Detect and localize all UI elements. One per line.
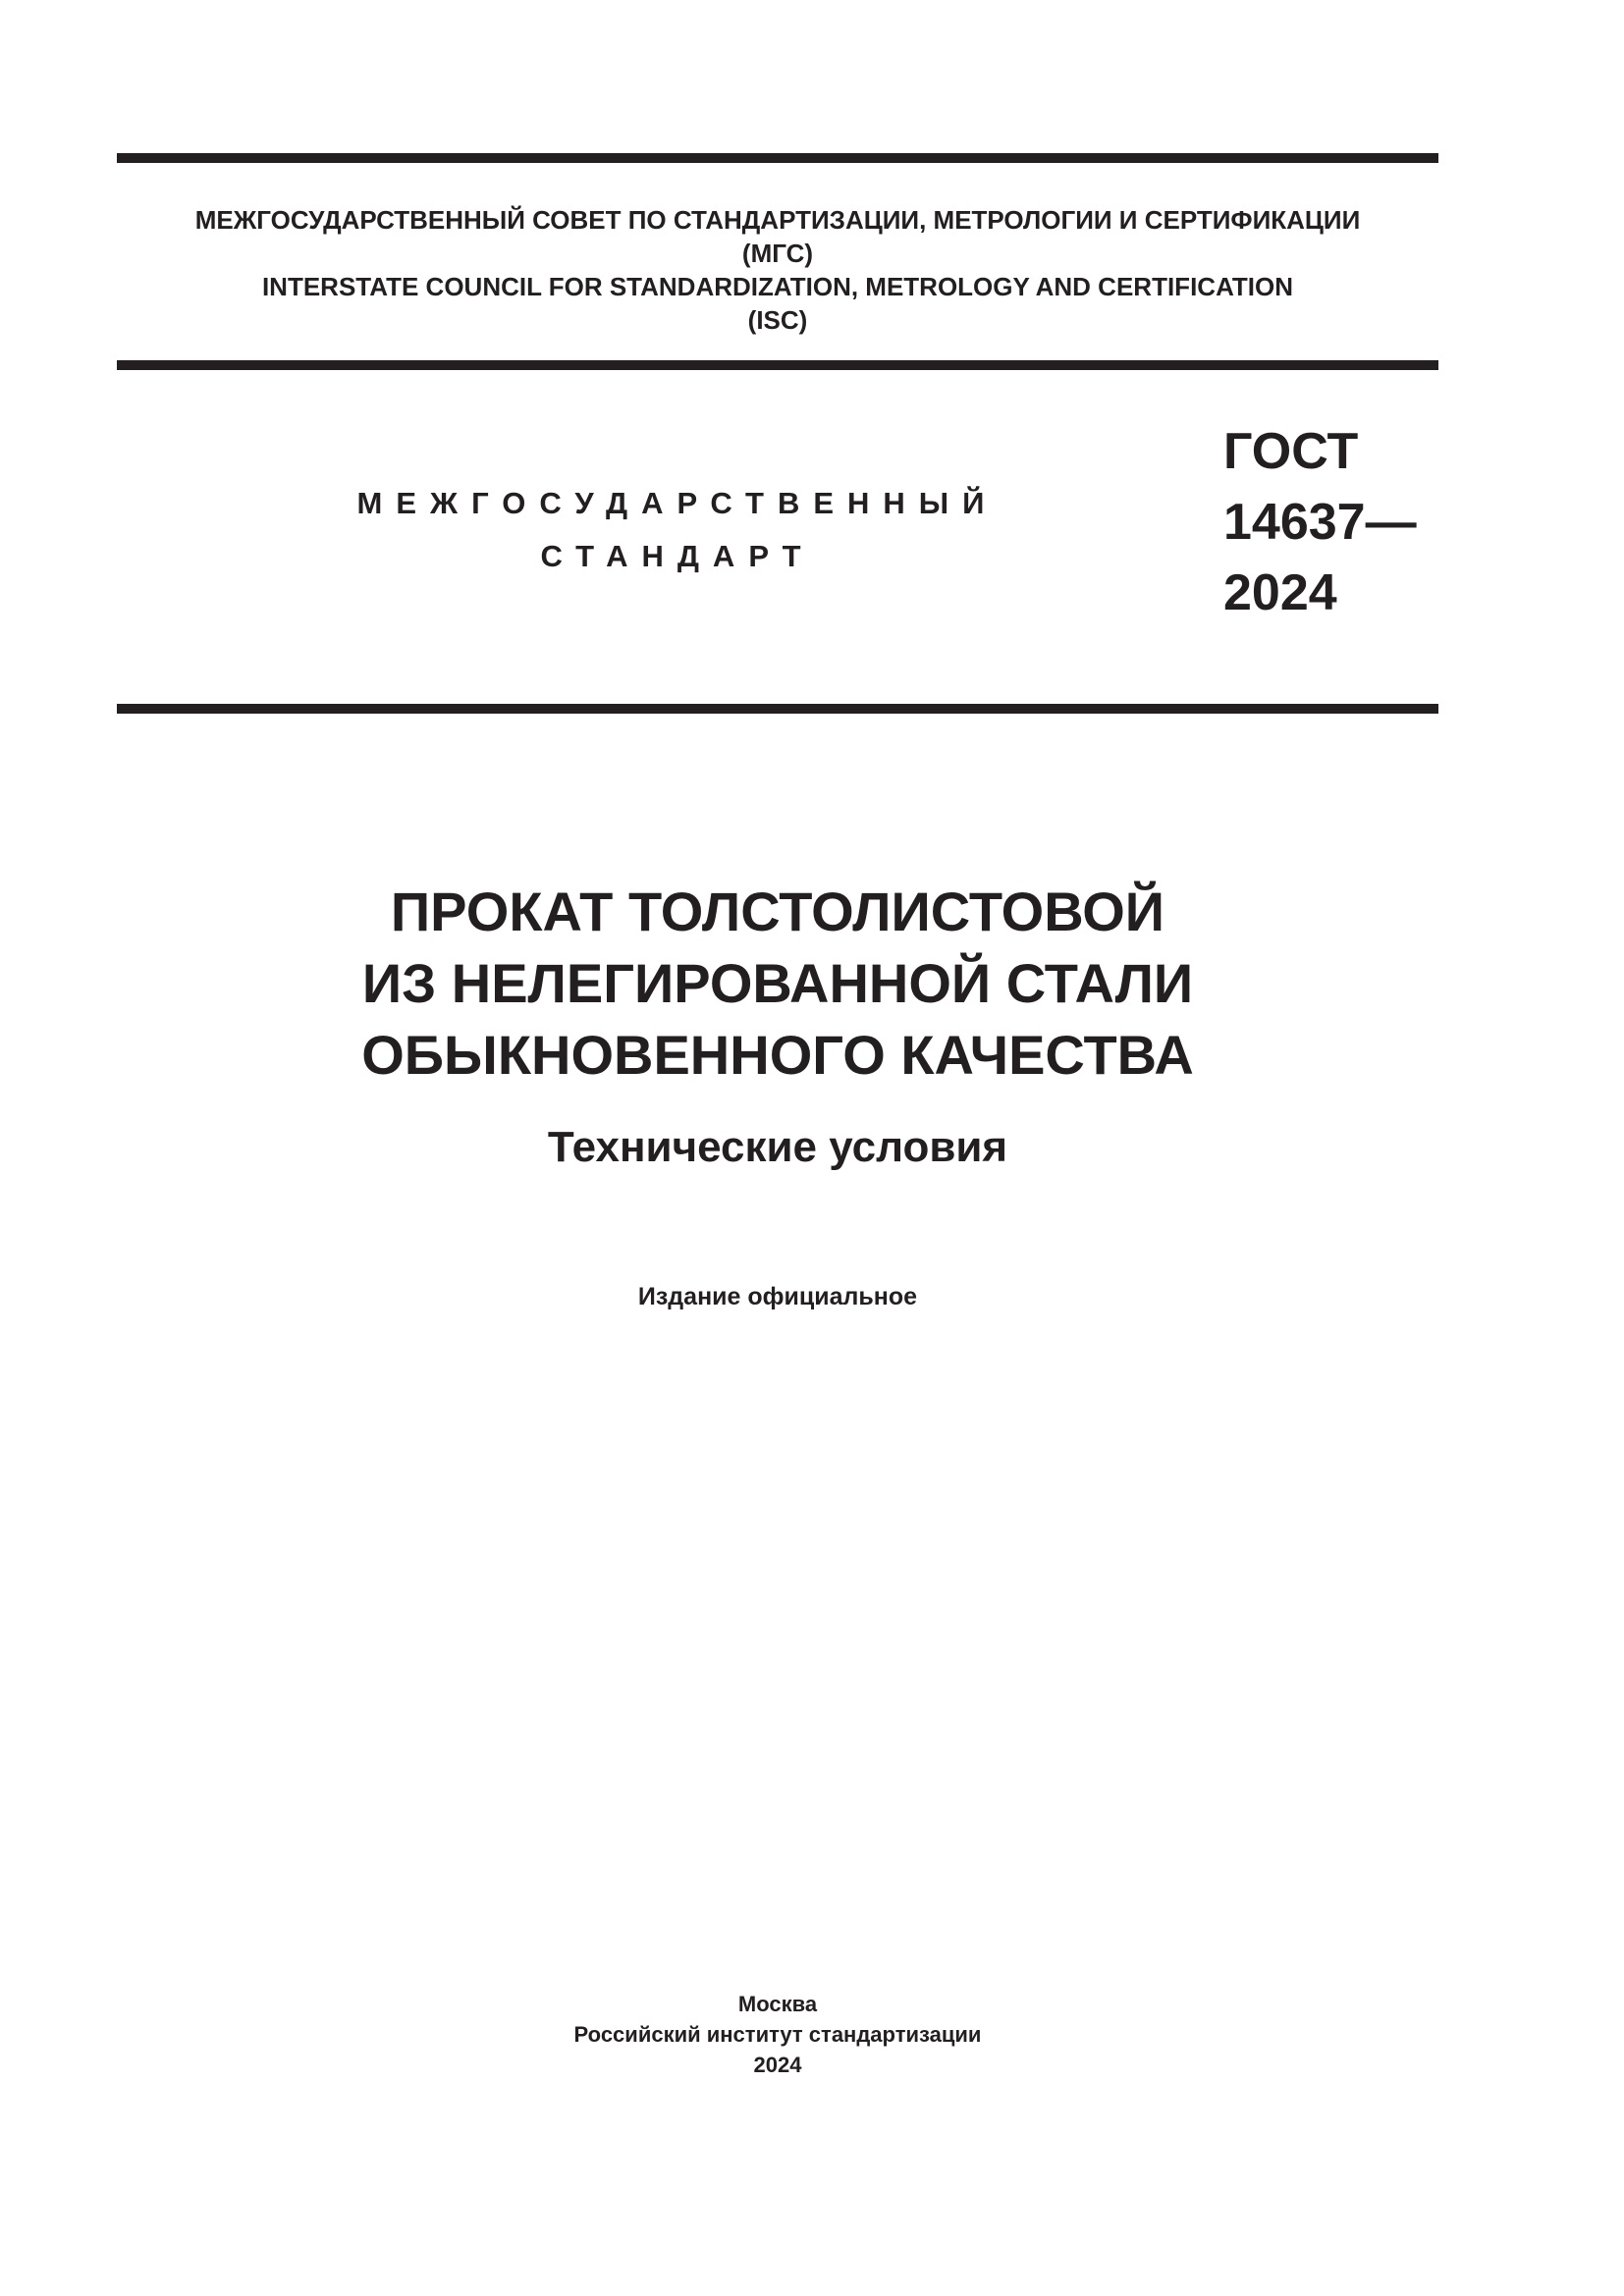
designation-year: 2024 (1223, 564, 1337, 621)
title-line1: ПРОКАТ ТОЛСТОЛИСТОВОЙ (390, 881, 1165, 942)
standard-type-line1: МЕЖГОСУДАРСТВЕННЫЙ (356, 486, 999, 520)
designation-prefix: ГОСТ (1223, 423, 1359, 480)
document-subtitle: Технические условия (547, 1123, 1008, 1171)
designation-bottom-rule (117, 704, 1438, 714)
standard-designation (1223, 416, 1417, 628)
imprint (117, 1989, 1438, 2080)
title-line2: ИЗ НЕЛЕГИРОВАННОЙ СТАЛИ (361, 952, 1194, 1014)
standard-type-line2: СТАНДАРТ (540, 539, 815, 573)
council-name-ru: МЕЖГОСУДАРСТВЕННЫЙ СОВЕТ ПО СТАНДАРТИЗАЦИИ, МЕТРОЛОГИИ И СЕРТИФИКАЦИИ (194, 205, 1361, 235)
imprint-year: 2024 (753, 2053, 802, 2077)
imprint-publisher: Российский институт стандартизации (573, 2022, 982, 2047)
council-abbr-ru: (МГС) (741, 239, 814, 268)
council-bottom-rule (117, 360, 1438, 370)
designation-number: 14637— (1223, 494, 1417, 551)
council-header (117, 203, 1438, 337)
edition-note: Издание официальное (637, 1283, 918, 1310)
council-name-en: INTERSTATE COUNCIL FOR STANDARDIZATION, METROLOGY AND CERTIFICATION (261, 272, 1294, 301)
standard-type (295, 477, 1060, 583)
top-rule (117, 153, 1438, 163)
council-abbr-en: (ISC) (747, 305, 808, 335)
document-title (117, 876, 1438, 1091)
imprint-city: Москва (737, 1992, 818, 2016)
title-line3: ОБЫКНОВЕННОГО КАЧЕСТВА (361, 1024, 1194, 1086)
